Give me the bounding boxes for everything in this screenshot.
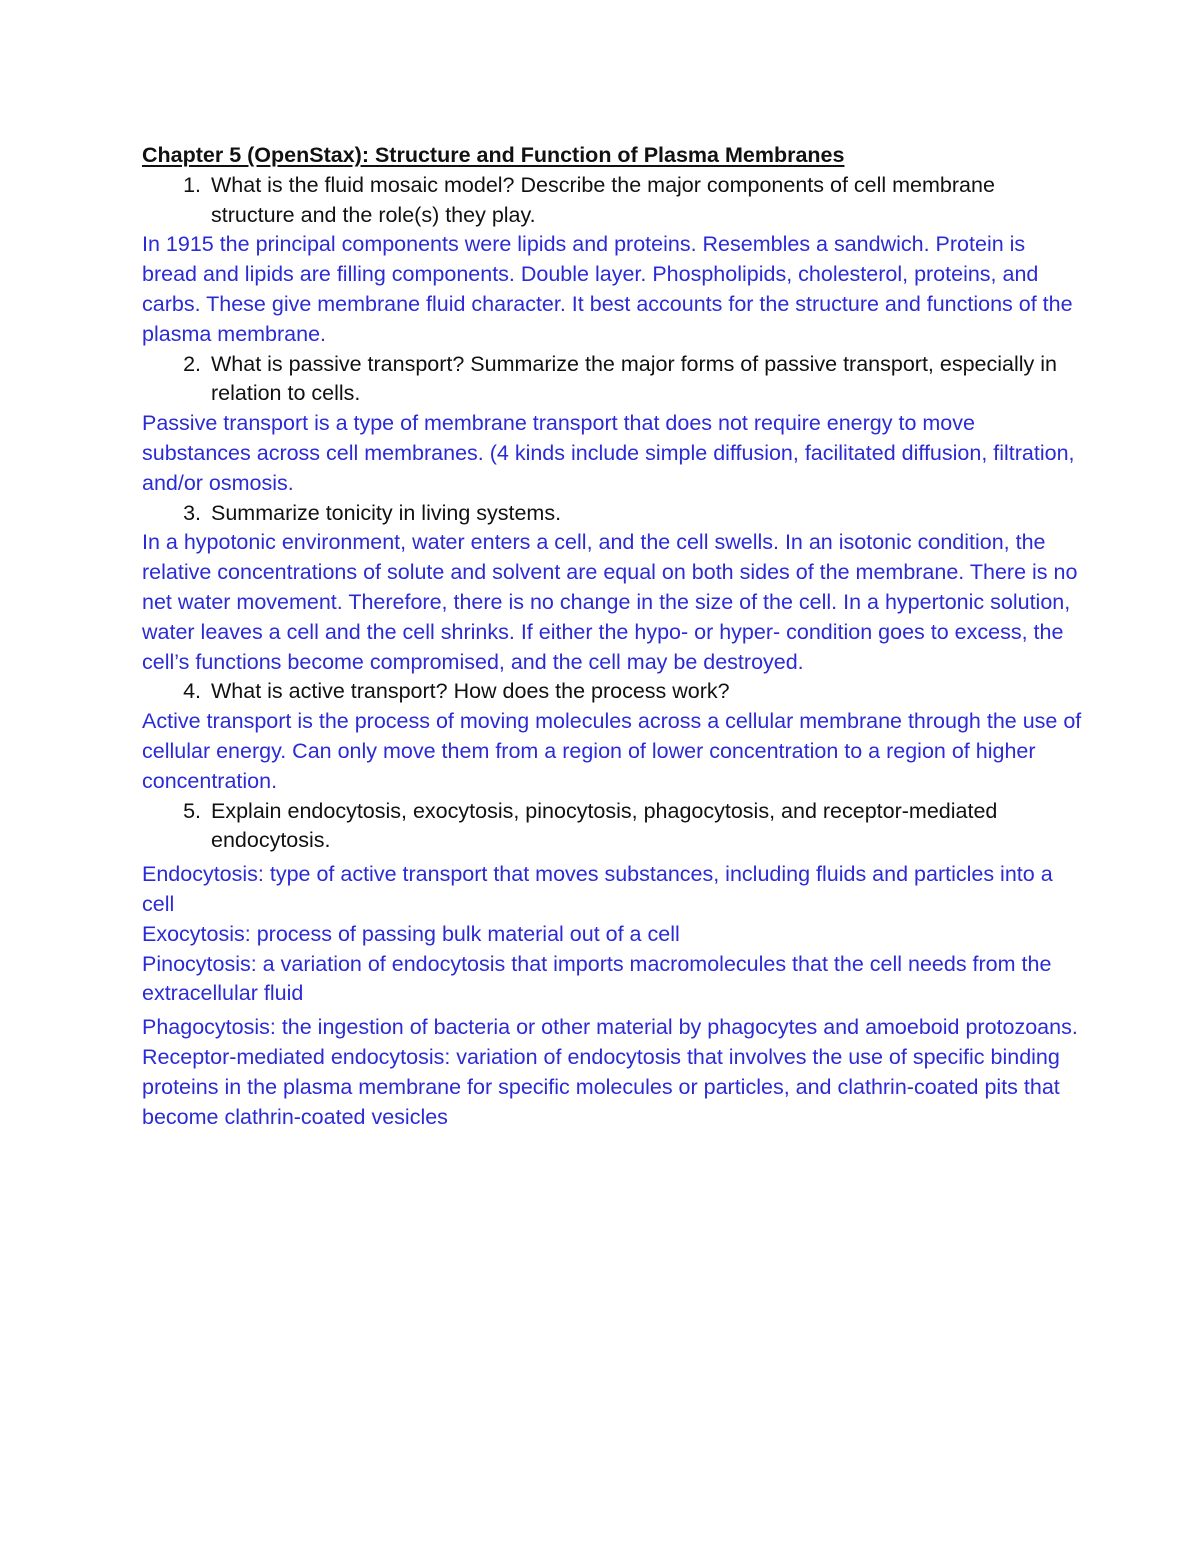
- answer-paragraph: In 1915 the principal components were lipids and proteins. Resembles a sandwich. Protein is bread and lipids are filling components. Double layer. Phospholipids, cholesterol, proteins, and carbs. These give membrane fluid character. It best accounts for the structure and functions of the plasma membrane.: [142, 232, 1073, 346]
- question-text: What is active transport? How does the process work?: [211, 679, 730, 704]
- question-number: 3.: [183, 500, 201, 525]
- question-text: What is passive transport? Summarize the major forms of passive transport, especially in relation to cells.: [211, 351, 1057, 406]
- question-text: What is the fluid mosaic model? Describe the major components of cell membrane structure and the role(s) they play.: [211, 172, 995, 227]
- question-number: 2.: [183, 351, 201, 376]
- question-text: Explain endocytosis, exocytosis, pinocytosis, phagocytosis, and receptor-mediated endocytosis.: [211, 798, 998, 853]
- answer-pinocytosis: Pinocytosis: a variation of endocytosis that imports macromolecules that the cell needs from the extracellular fluid: [142, 951, 1052, 1006]
- question-number: 1.: [183, 172, 201, 197]
- question-1: [142, 171, 1082, 231]
- answer-exocytosis: Exocytosis: process of passing bulk material out of a cell: [142, 921, 680, 946]
- answer-paragraph: In a hypotonic environment, water enters a cell, and the cell swells. In an isotonic condition, the relative concentrations of solute and solvent are equal on both sides of the membrane. There is no net water movement. Therefore, there is no change in the size of the cell. In a hypertonic solution, water leaves a cell and the cell shrinks. If either the hypo- or hyper- condition goes to excess, the cell’s functions become compromised, and the cell may be destroyed.: [142, 530, 1078, 674]
- answer-paragraph: Passive transport is a type of membrane transport that does not require energy to move substances across cell membranes. (4 kinds include simple diffusion, facilitated diffusion, filtration, and/or osmosis.: [142, 411, 1075, 495]
- question-number: 5.: [183, 798, 201, 823]
- answer-receptor-mediated-endocytosis: Receptor-mediated endocytosis: variation of endocytosis that involves the use of specific binding proteins in the plasma membrane for specific molecules or particles, and clathrin-coated pits that become clathrin-coated vesicles: [142, 1044, 1060, 1129]
- answer-endocytosis: Endocytosis: type of active transport that moves substances, including fluids and particles into a cell: [142, 862, 1053, 916]
- question-4: [142, 677, 1082, 707]
- document-title: Chapter 5 (OpenStax): Structure and Function of Plasma Membranes: [142, 143, 845, 167]
- document-page: [142, 141, 1082, 1132]
- answer-phagocytosis: Phagocytosis: the ingestion of bacteria or other material by phagocytes and amoeboid protozoans.: [142, 1015, 1078, 1040]
- question-3: [142, 499, 1082, 529]
- question-text: Summarize tonicity in living systems.: [211, 500, 562, 525]
- answer-paragraph: Active transport is the process of moving molecules across a cellular membrane through the use of cellular energy. Can only move them from a region of lower concentration to a region of higher concentration.: [142, 709, 1082, 793]
- question-2: [142, 350, 1082, 410]
- question-number: 4.: [183, 679, 201, 704]
- question-5: [142, 797, 1082, 857]
